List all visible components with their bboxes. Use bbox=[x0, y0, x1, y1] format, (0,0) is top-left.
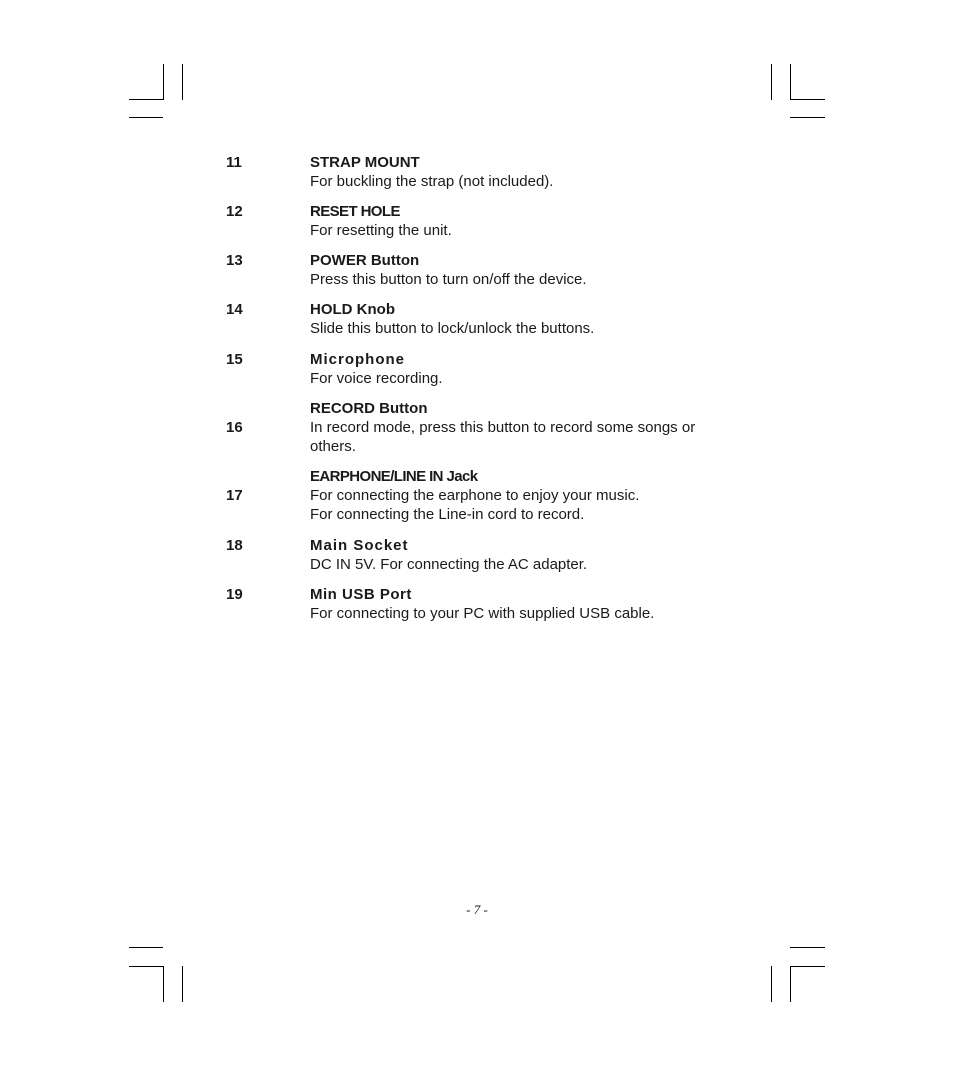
item-number: 14 bbox=[226, 301, 243, 318]
crop-mark bbox=[163, 64, 164, 100]
crop-mark bbox=[182, 966, 183, 1002]
item-number: 17 bbox=[226, 487, 243, 504]
crop-mark bbox=[771, 64, 772, 100]
item-number: 16 bbox=[226, 419, 243, 436]
item-description: Press this button to turn on/off the device. bbox=[310, 271, 587, 288]
item-description: For connecting the earphone to enjoy your music. bbox=[310, 487, 640, 504]
item-number: 13 bbox=[226, 252, 243, 269]
item-description: Slide this button to lock/unlock the buttons. bbox=[310, 320, 595, 337]
crop-mark bbox=[129, 99, 163, 100]
item-title: Main Socket bbox=[310, 537, 409, 554]
item-title: RECORD Button bbox=[310, 400, 428, 417]
crop-mark bbox=[129, 966, 163, 967]
item-number: 18 bbox=[226, 537, 243, 554]
item-description: For voice recording. bbox=[310, 370, 443, 387]
crop-mark bbox=[129, 117, 163, 118]
crop-mark bbox=[790, 117, 825, 118]
item-title: POWER Button bbox=[310, 252, 420, 269]
item-title: EARPHONE/LINE IN Jack bbox=[310, 468, 478, 485]
crop-mark bbox=[790, 99, 825, 100]
item-number: 15 bbox=[226, 351, 243, 368]
item-description: For resetting the unit. bbox=[310, 222, 452, 239]
item-description: others. bbox=[310, 438, 356, 455]
item-title: Microphone bbox=[310, 351, 405, 368]
crop-mark bbox=[790, 947, 825, 948]
crop-mark bbox=[790, 64, 791, 100]
crop-mark bbox=[163, 966, 164, 1002]
crop-mark bbox=[182, 64, 183, 100]
item-description: For connecting to your PC with supplied USB cable. bbox=[310, 605, 655, 622]
item-title: STRAP MOUNT bbox=[310, 154, 420, 171]
item-number: 19 bbox=[226, 586, 243, 603]
page-number: - 7 - bbox=[466, 902, 488, 917]
item-description: In record mode, press this button to record some songs or bbox=[310, 419, 696, 436]
item-number: 12 bbox=[226, 203, 243, 220]
item-description: For buckling the strap (not included). bbox=[310, 173, 554, 190]
item-title: Min USB Port bbox=[310, 586, 412, 603]
item-number: 11 bbox=[226, 154, 242, 171]
crop-mark bbox=[129, 947, 163, 948]
crop-mark bbox=[790, 966, 825, 967]
crop-mark bbox=[771, 966, 772, 1002]
item-title: RESET HOLE bbox=[310, 203, 400, 220]
item-description: For connecting the Line-in cord to record. bbox=[310, 506, 585, 523]
item-title: HOLD Knob bbox=[310, 301, 395, 318]
item-description: DC IN 5V. For connecting the AC adapter. bbox=[310, 556, 588, 573]
crop-mark bbox=[790, 966, 791, 1002]
